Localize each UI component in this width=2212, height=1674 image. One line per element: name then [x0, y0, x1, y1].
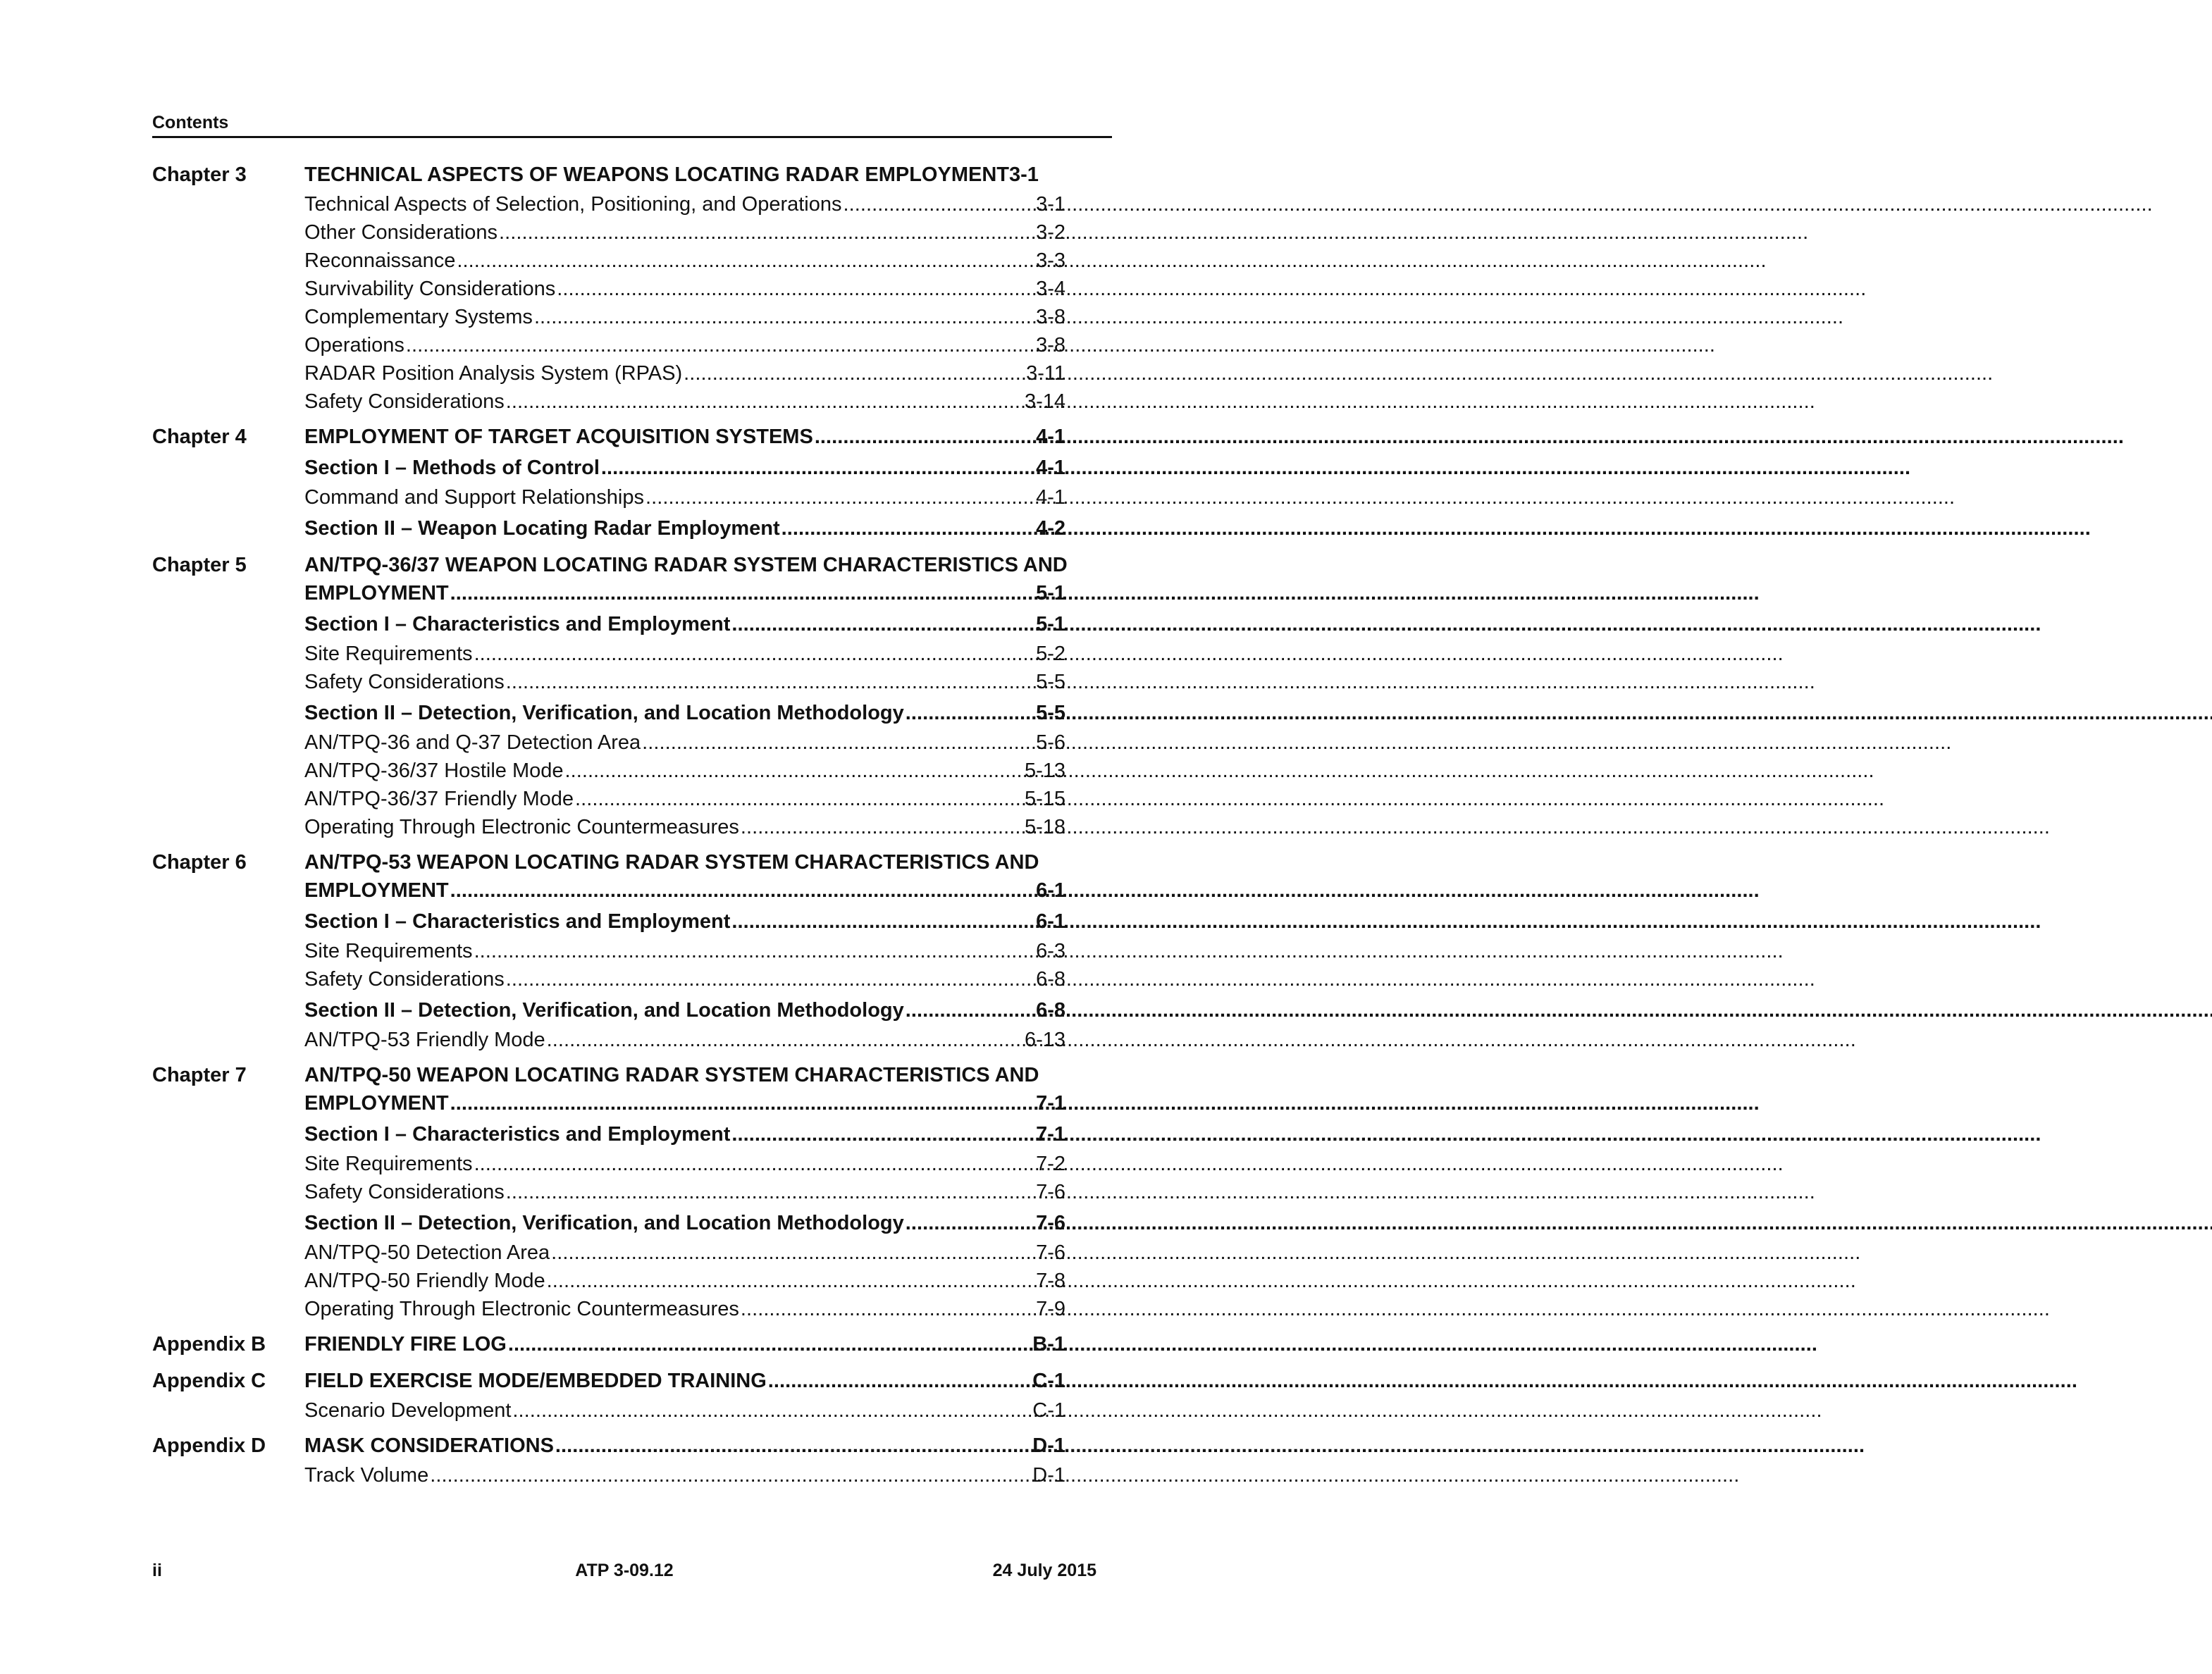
entry-title: AN/TPQ-36/37 Friendly Mode	[304, 788, 574, 810]
toc-entry[interactable]	[304, 1461, 1065, 1489]
entry-page: 5-18	[1024, 816, 1065, 838]
toc-chapter-7	[152, 1061, 1112, 1323]
toc-entry[interactable]	[304, 1026, 1065, 1054]
dot-leader	[512, 1396, 1031, 1425]
entry-page: 4-1	[1036, 426, 1065, 448]
toc-entry[interactable]	[304, 640, 1065, 668]
entry-page: 7-8	[1036, 1270, 1065, 1292]
entry-title: RADAR Position Analysis System (RPAS)	[304, 362, 683, 385]
appendix-label: Appendix D	[152, 1434, 266, 1457]
entry-title: EMPLOYMENT	[304, 1092, 449, 1115]
toc-entry[interactable]	[304, 388, 1065, 416]
toc-chapter-4	[152, 423, 1112, 544]
entry-title: AN/TPQ-53 Friendly Mode	[304, 1029, 545, 1051]
entry-title: Track Volume	[304, 1464, 429, 1487]
toc-appendix-c	[152, 1367, 1112, 1425]
entry-page: 7-6	[1036, 1181, 1065, 1203]
toc-appendix-heading[interactable]	[304, 1367, 1065, 1395]
toc-chapter-heading[interactable]	[304, 423, 1065, 451]
entry-title: Command and Support Relationships	[304, 486, 644, 509]
toc-entry[interactable]	[304, 728, 1065, 757]
entry-page: 4-1	[1036, 486, 1065, 509]
entry-page: C-1	[1032, 1370, 1065, 1392]
appendix-label: Appendix C	[152, 1370, 266, 1392]
entry-title: TECHNICAL ASPECTS OF WEAPONS LOCATING RADAR EMPLOYMENT	[304, 163, 1009, 186]
entry-title: Safety Considerations	[304, 390, 505, 413]
entry-page: D-1	[1032, 1434, 1065, 1457]
entry-title: AN/TPQ-50 Detection Area	[304, 1241, 550, 1264]
dot-leader	[781, 514, 1034, 542]
entry-page: 3-8	[1036, 306, 1065, 328]
entry-title: MASK CONSIDERATIONS	[304, 1434, 554, 1457]
entry-title: EMPLOYMENT	[304, 582, 449, 604]
dot-leader	[551, 1239, 1034, 1267]
toc-chapter-heading[interactable]	[304, 579, 1065, 607]
entry-page: 5-13	[1024, 760, 1065, 782]
toc-entry[interactable]	[304, 937, 1065, 965]
entry-page: D-1	[1032, 1464, 1065, 1487]
entry-title: Safety Considerations	[304, 671, 505, 693]
entry-page: 5-1	[1036, 582, 1065, 604]
toc-entry[interactable]	[304, 190, 1065, 218]
entry-title: Site Requirements	[304, 643, 473, 665]
entry-page: 3-11	[1026, 362, 1065, 385]
entry-title: Section II – Detection, Verification, and Location Methodology	[304, 1212, 904, 1234]
entry-title: AN/TPQ-36 and Q-37 Detection Area	[304, 731, 641, 754]
entry-page: 3-1	[1008, 163, 1039, 186]
dot-leader	[506, 1178, 1034, 1206]
toc-chapter-heading[interactable]	[304, 876, 1065, 905]
toc-chapter-3	[152, 161, 1112, 416]
entry-page: 7-1	[1036, 1123, 1065, 1146]
footer-date: 24 July 2015	[992, 1561, 1096, 1580]
entry-page: B-1	[1032, 1333, 1065, 1356]
page-footer	[152, 1561, 1096, 1589]
header-title: Contents	[152, 113, 229, 132]
toc-entry[interactable]	[304, 668, 1065, 696]
entry-page: 5-5	[1036, 671, 1065, 693]
dot-leader	[450, 876, 1034, 905]
toc-entry[interactable]	[304, 1178, 1065, 1206]
entry-title: FIELD EXERCISE MODE/EMBEDDED TRAINING	[304, 1370, 767, 1392]
entry-title: Safety Considerations	[304, 1181, 505, 1203]
entry-page: 3-3	[1036, 249, 1065, 272]
dot-leader	[684, 359, 1025, 388]
toc-entry[interactable]	[304, 1295, 1065, 1323]
dot-leader	[768, 1367, 1031, 1395]
dot-leader	[741, 813, 1023, 841]
dot-leader	[547, 1267, 1034, 1295]
dot-leader	[499, 218, 1034, 247]
dot-leader	[906, 1209, 1034, 1237]
toc-entry[interactable]	[304, 218, 1065, 247]
toc-section-heading[interactable]	[304, 610, 1065, 638]
dot-leader	[506, 668, 1034, 696]
dot-leader	[450, 1089, 1034, 1117]
entry-title: Survivability Considerations	[304, 278, 556, 300]
entry-page: 6-1	[1036, 910, 1065, 933]
toc-section-heading[interactable]	[304, 1120, 1065, 1148]
toc-section-heading[interactable]	[304, 907, 1065, 936]
dot-leader	[506, 388, 1023, 416]
entry-page: 7-1	[1036, 1092, 1065, 1115]
entry-page: 7-2	[1036, 1153, 1065, 1175]
dot-leader	[534, 303, 1034, 331]
entry-page: 3-2	[1036, 221, 1065, 244]
dot-leader	[406, 331, 1034, 359]
entry-title: Section II – Weapon Locating Radar Employment	[304, 517, 780, 540]
dot-leader	[575, 785, 1023, 813]
toc-section-heading[interactable]	[304, 699, 1065, 727]
dot-leader	[642, 728, 1034, 757]
entry-title: Section II – Detection, Verification, and Location Methodology	[304, 702, 904, 724]
entry-title: Section I – Methods of Control	[304, 457, 600, 479]
toc-entry[interactable]	[304, 331, 1065, 359]
entry-page: 5-15	[1024, 788, 1065, 810]
entry-page: 5-5	[1036, 702, 1065, 724]
entry-title: Section I – Characteristics and Employment	[304, 613, 731, 636]
dot-leader	[564, 757, 1022, 785]
toc-section-heading[interactable]	[304, 1209, 1065, 1237]
dot-leader	[547, 1026, 1023, 1054]
toc-appendix-d	[152, 1432, 1112, 1489]
toc-section-heading[interactable]	[304, 454, 1065, 482]
entry-page: 3-14	[1024, 390, 1065, 413]
dot-leader	[450, 579, 1034, 607]
entry-title: EMPLOYMENT	[304, 879, 449, 902]
toc-entry[interactable]	[304, 1239, 1065, 1267]
entry-title: AN/TPQ-50 Friendly Mode	[304, 1270, 545, 1292]
chapter-label: Chapter 6	[152, 851, 247, 874]
entry-page: C-1	[1032, 1399, 1065, 1422]
entry-title: Scenario Development	[304, 1399, 512, 1422]
entry-page: 5-1	[1036, 613, 1065, 636]
dot-leader	[601, 454, 1034, 482]
appendix-label: Appendix B	[152, 1333, 266, 1356]
entry-title: Section I – Characteristics and Employment	[304, 1123, 731, 1146]
entry-page: 6-3	[1036, 940, 1065, 962]
chapter-label: Chapter 5	[152, 554, 247, 576]
entry-title: Section II – Detection, Verification, and Location Methodology	[304, 999, 904, 1022]
page-header	[152, 113, 1112, 138]
entry-page: 7-6	[1036, 1212, 1065, 1234]
entry-page: 5-6	[1036, 731, 1065, 754]
toc-chapter-heading[interactable]	[304, 1089, 1065, 1117]
chapter-label: Chapter 7	[152, 1064, 247, 1086]
entry-page: 7-9	[1036, 1298, 1065, 1320]
footer-page-number: ii	[152, 1561, 162, 1580]
dot-leader	[430, 1461, 1031, 1489]
toc-entry[interactable]	[304, 1267, 1065, 1295]
entry-title: Technical Aspects of Selection, Positioning, and Operations	[304, 193, 842, 216]
toc-entry[interactable]	[304, 965, 1065, 993]
toc-entry[interactable]	[304, 813, 1065, 841]
entry-title: FRIENDLY FIRE LOG	[304, 1333, 507, 1356]
entry-title: Reconnaissance	[304, 249, 456, 272]
table-of-contents	[152, 161, 1112, 1496]
dot-leader	[731, 1120, 1034, 1148]
entry-title: Operating Through Electronic Countermeasures	[304, 1298, 739, 1320]
chapter-label: Chapter 4	[152, 426, 247, 448]
entry-title: AN/TPQ-36/37 Hostile Mode	[304, 760, 564, 782]
entry-title: Complementary Systems	[304, 306, 533, 328]
dot-leader	[457, 247, 1034, 275]
entry-page: 6-8	[1036, 968, 1065, 991]
toc-entry[interactable]	[304, 483, 1065, 512]
dot-leader	[741, 1295, 1034, 1323]
entry-title: Site Requirements	[304, 940, 473, 962]
toc-section-heading[interactable]	[304, 514, 1065, 542]
entry-page: 3-1	[1036, 193, 1065, 216]
toc-section-heading[interactable]	[304, 996, 1065, 1024]
dot-leader	[815, 423, 1034, 451]
toc-entry[interactable]	[304, 1150, 1065, 1178]
dot-leader	[474, 937, 1035, 965]
entry-page: 3-4	[1036, 278, 1065, 300]
dot-leader	[906, 699, 1034, 727]
toc-chapter-6	[152, 848, 1112, 1054]
entry-page: 7-6	[1036, 1241, 1065, 1264]
dot-leader	[508, 1330, 1031, 1358]
footer-publication: ATP 3-09.12	[575, 1561, 674, 1580]
entry-page: 5-2	[1036, 643, 1065, 665]
entry-page: 4-2	[1036, 517, 1065, 540]
entry-page: 4-1	[1036, 457, 1065, 479]
entry-page: 6-1	[1036, 879, 1065, 902]
entry-title: EMPLOYMENT OF TARGET ACQUISITION SYSTEMS	[304, 426, 813, 448]
toc-entry[interactable]	[304, 359, 1065, 388]
entry-title: Safety Considerations	[304, 968, 505, 991]
entry-title: Section I – Characteristics and Employment	[304, 910, 731, 933]
toc-entry[interactable]	[304, 303, 1065, 331]
dot-leader	[906, 996, 1034, 1024]
toc-entry[interactable]	[304, 785, 1065, 813]
toc-chapter-heading[interactable]	[304, 161, 1115, 189]
toc-appendix-heading[interactable]	[304, 1432, 1065, 1460]
dot-leader	[731, 610, 1034, 638]
toc-appendix-heading[interactable]	[304, 1330, 1065, 1358]
dot-leader	[555, 1432, 1031, 1460]
dot-leader	[474, 640, 1035, 668]
chapter-title-line[interactable]: AN/TPQ-50 WEAPON LOCATING RADAR SYSTEM CHARACTERISTICS AND	[304, 1064, 1039, 1086]
toc-entry[interactable]	[304, 757, 1065, 785]
chapter-title-line[interactable]: AN/TPQ-53 WEAPON LOCATING RADAR SYSTEM CHARACTERISTICS AND	[304, 851, 1039, 874]
entry-title: Other Considerations	[304, 221, 498, 244]
chapter-label: Chapter 3	[152, 163, 247, 186]
dot-leader	[506, 965, 1034, 993]
dot-leader	[474, 1150, 1035, 1178]
dot-leader	[557, 275, 1034, 303]
entry-page: 6-8	[1036, 999, 1065, 1022]
toc-chapter-5	[152, 551, 1112, 841]
dot-leader	[844, 190, 1035, 218]
dot-leader	[731, 907, 1034, 936]
entry-page: 6-13	[1024, 1029, 1065, 1051]
toc-appendix-b	[152, 1330, 1112, 1360]
entry-title: Operating Through Electronic Countermeasures	[304, 816, 739, 838]
entry-title: Operations	[304, 334, 404, 356]
dot-leader	[645, 483, 1034, 512]
chapter-title-line[interactable]: AN/TPQ-36/37 WEAPON LOCATING RADAR SYSTEM CHARACTERISTICS AND	[304, 554, 1068, 576]
toc-entry[interactable]	[304, 247, 1065, 275]
entry-title: Site Requirements	[304, 1153, 473, 1175]
toc-entry[interactable]	[304, 275, 1065, 303]
toc-entry[interactable]	[304, 1396, 1065, 1425]
entry-page: 3-8	[1036, 334, 1065, 356]
